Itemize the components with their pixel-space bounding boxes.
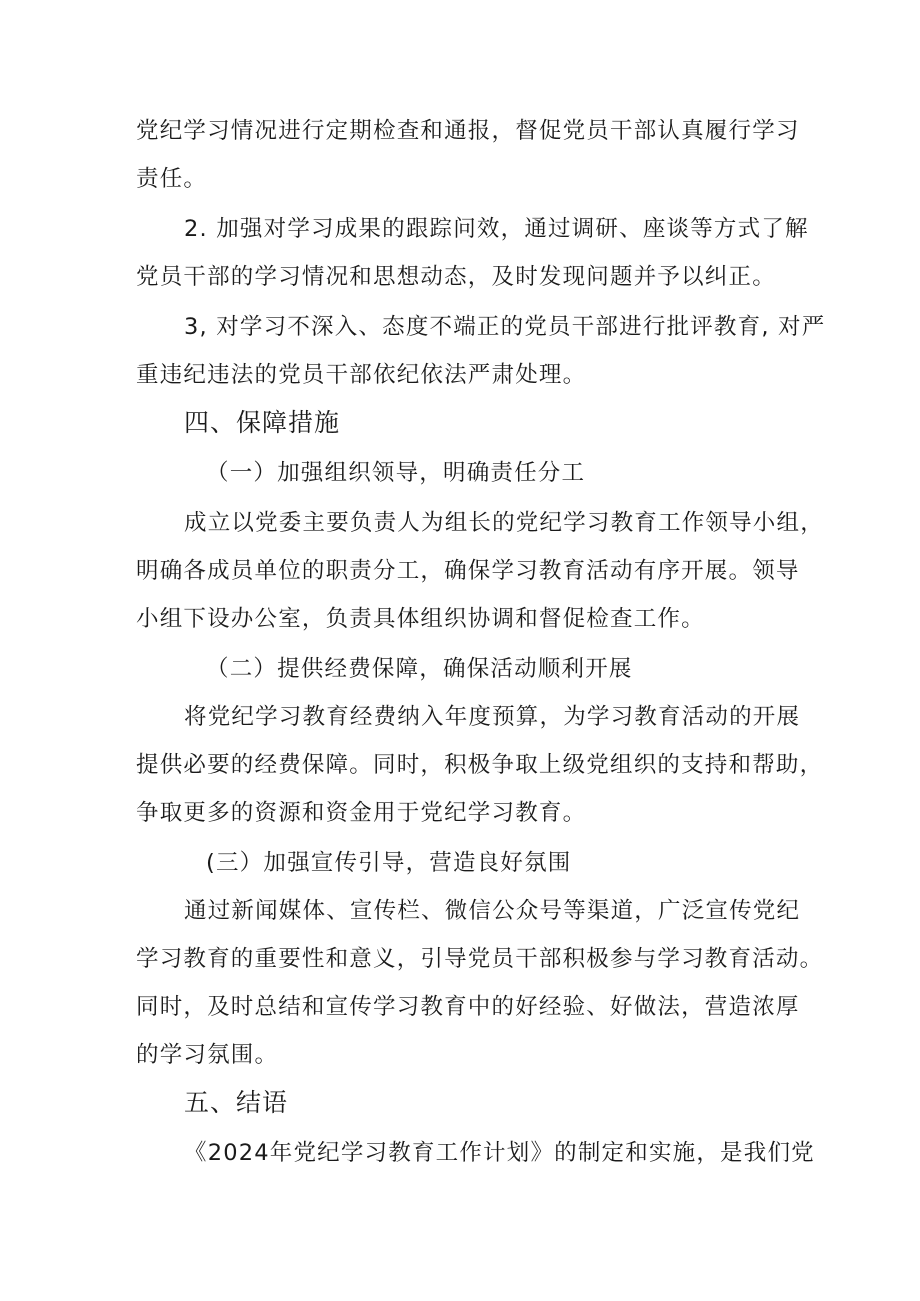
paragraph-line: 党纪学习情况进行定期检查和通报，督促党员干部认真履行学习	[136, 118, 800, 144]
paragraph-line: 同时，及时总结和宣传学习教育中的好经验、好做法，营造浓厚	[136, 994, 800, 1020]
list-item-3: 3, 对学习不深入、态度不端正的党员干部进行批评教育, 对严	[184, 314, 826, 340]
subheading-1: （一）加强组织领导，明确责任分工	[206, 460, 586, 486]
paragraph-line: 学习教育的重要性和意义，引导党员干部积极参与学习教育活动。	[136, 946, 824, 972]
subheading-2: （二）提供经费保障，确保活动顺利开展	[206, 656, 633, 682]
paragraph-line: 争取更多的资源和资金用于党纪学习教育。	[136, 800, 587, 826]
paragraph-line: 提供必要的经费保障。同时，积极争取上级党组织的支持和帮助，	[136, 752, 824, 778]
paragraph-line: 通过新闻媒体、宣传栏、微信公众号等渠道，广泛宣传党纪	[184, 898, 801, 924]
paragraph-line: 的学习氛围。	[136, 1042, 279, 1068]
paragraph-line: 将党纪学习教育经费纳入年度预算，为学习教育活动的开展	[184, 704, 801, 730]
list-item-2: 2. 加强对学习成果的跟踪问效，通过调研、座谈等方式了解	[184, 216, 809, 242]
paragraph-line: 小组下设办公室，负责具体组织协调和督促检查工作。	[136, 606, 705, 632]
paragraph-line: 责任。	[136, 166, 208, 192]
paragraph-line: 重违纪违法的党员干部依纪依法严肃处理。	[136, 362, 587, 388]
paragraph-line: 《2024年党纪学习教育工作计划》的制定和实施，是我们党	[184, 1140, 815, 1166]
paragraph-line: 党员干部的学习情况和思想动态，及时发现问题并予以纠正。	[136, 264, 776, 290]
paragraph-line: 成立以党委主要负责人为组长的党纪学习教育工作领导小组，	[184, 510, 824, 536]
subheading-3: (三）加强宣传引导，营造良好氛围	[206, 850, 572, 876]
paragraph-line: 明确各成员单位的职责分工，确保学习教育活动有序开展。领导	[136, 558, 800, 584]
section-heading-5: 五、结语	[184, 1088, 289, 1117]
section-heading-4: 四、保障措施	[184, 408, 341, 437]
